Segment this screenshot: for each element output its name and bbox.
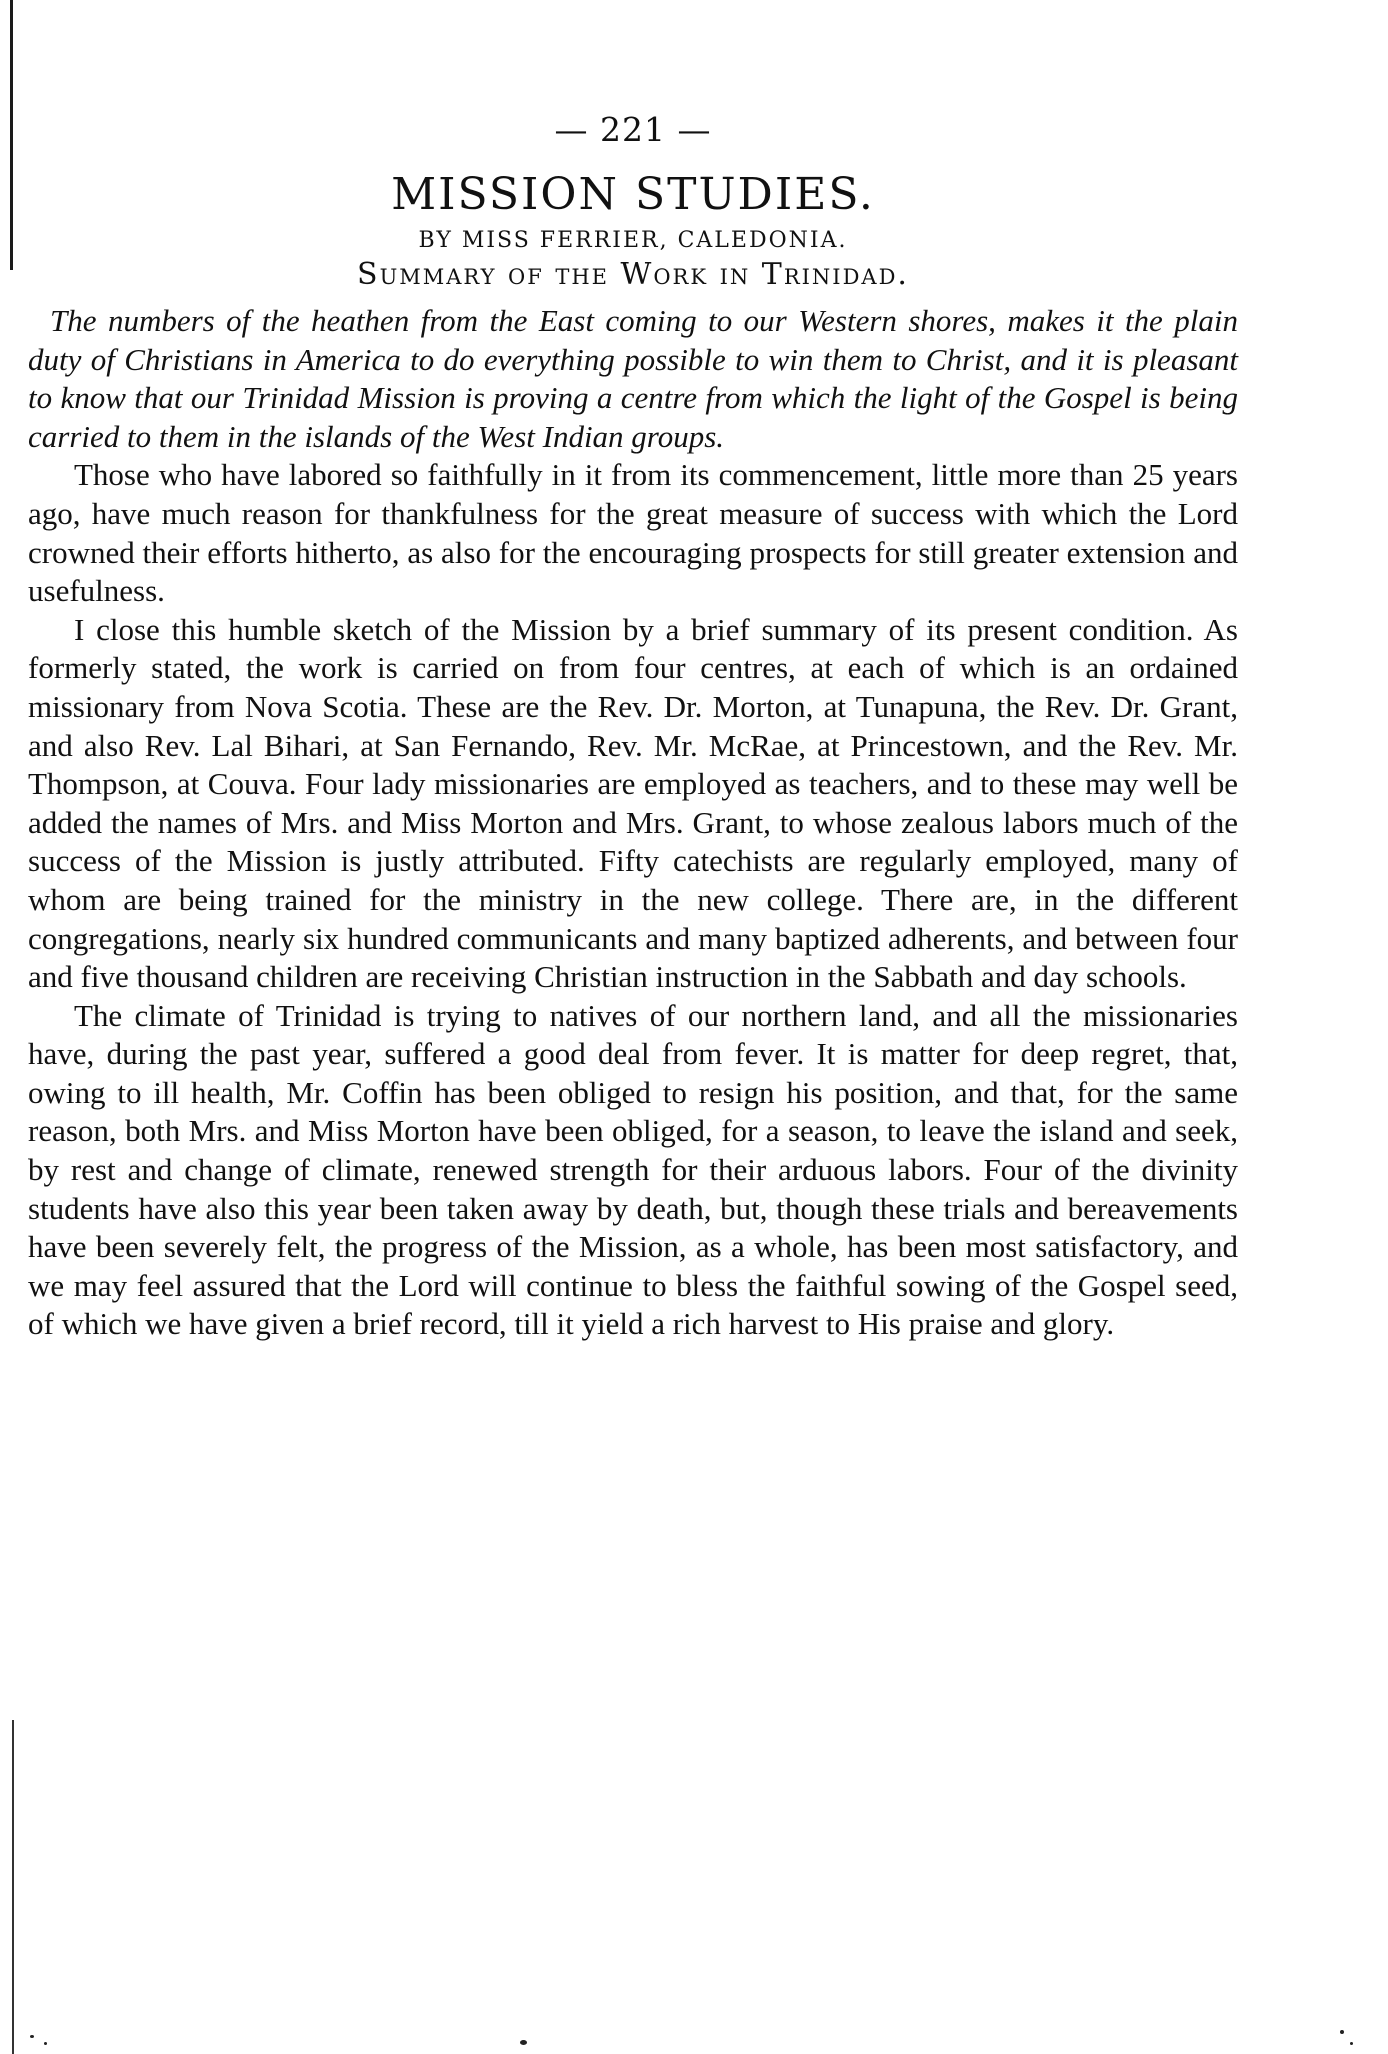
paragraph-1: The numbers of the heathen from the East coming to our Western shores, makes it the plain duty of Christians in America to do everything possible to win them to Christ, and it is pleasant to know that our Trinidad Mission is proving a centre from which the light of the Gospel is being carried to them in the islands of the West Indian groups.	[28, 303, 1238, 454]
document-page	[28, 110, 1238, 1344]
scan-speck	[30, 2035, 34, 2038]
article-byline: BY MISS FERRIER, CALEDONIA.	[418, 228, 848, 253]
scan-edge-mark-lower	[12, 1720, 14, 2054]
scan-speck	[1340, 2030, 1344, 2034]
scan-edge-mark	[10, 0, 13, 270]
article-subtitle: Summary of the Work in Trinidad.	[357, 257, 909, 292]
paragraph-2: Those who have labored so faithfully in it from its commencement, little more than 25 years ago, have much reason for thankfulness for the great measure of success with which the Lord crowned their efforts hitherto, as also for the encouraging prospects for still greater extension and usefulness.	[28, 457, 1238, 609]
scan-speck	[44, 2042, 47, 2045]
article-title: MISSION STUDIES.	[391, 169, 875, 220]
paragraph-4: The climate of Trinidad is trying to natives of our northern land, and all the missionaries have, during the past year, suffered a good deal from fever. It is matter for deep regret, that, owing to ill health, Mr. Coffin has been obliged to resign his position, and that, for the same reason, both Mrs. and Miss Morton have been obliged, for a season, to leave the island and seek, by rest and change of climate, renewed strength for their arduous labors. Four of the divinity students have also this year been taken away by death, but, though these trials and bereavements have been severely felt, the progress of the Mission, as a whole, has been most satisfactory, and we may feel assured that the Lord will continue to bless the faithful sowing of the Gospel seed, of which we have given a brief record, till it yield a rich harvest to His praise and glory.	[28, 997, 1238, 1342]
page-number: — 221 —	[554, 110, 712, 149]
scan-speck	[520, 2040, 527, 2045]
scan-speck	[1350, 2042, 1353, 2045]
paragraph-3: I close this humble sketch of the Mission by a brief summary of its present condition. As formerly stated, the work is carried on from four centres, at each of which is an ordained missionary from Nova Scotia. These are the Rev. Dr. Morton, at Tunapuna, the Rev. Dr. Grant, and also Rev. Lal Bihari, at San Fernando, Rev. Mr. McRae, at Princestown, and the Rev. Mr. Thompson, at Couva. Four lady missionaries are employed as teachers, and to these may well be added the names of Mrs. and Miss Morton and Mrs. Grant, to whose zealous labors much of the success of the Mission is justly attributed. Fifty catechists are regularly employed, many of whom are being trained for the ministry in the new college. There are, in the different congregations, nearly six hundred communicants and many baptized adherents, and between four and five thousand children are receiving Christian instruction in the Sabbath and day schools.	[28, 611, 1238, 995]
